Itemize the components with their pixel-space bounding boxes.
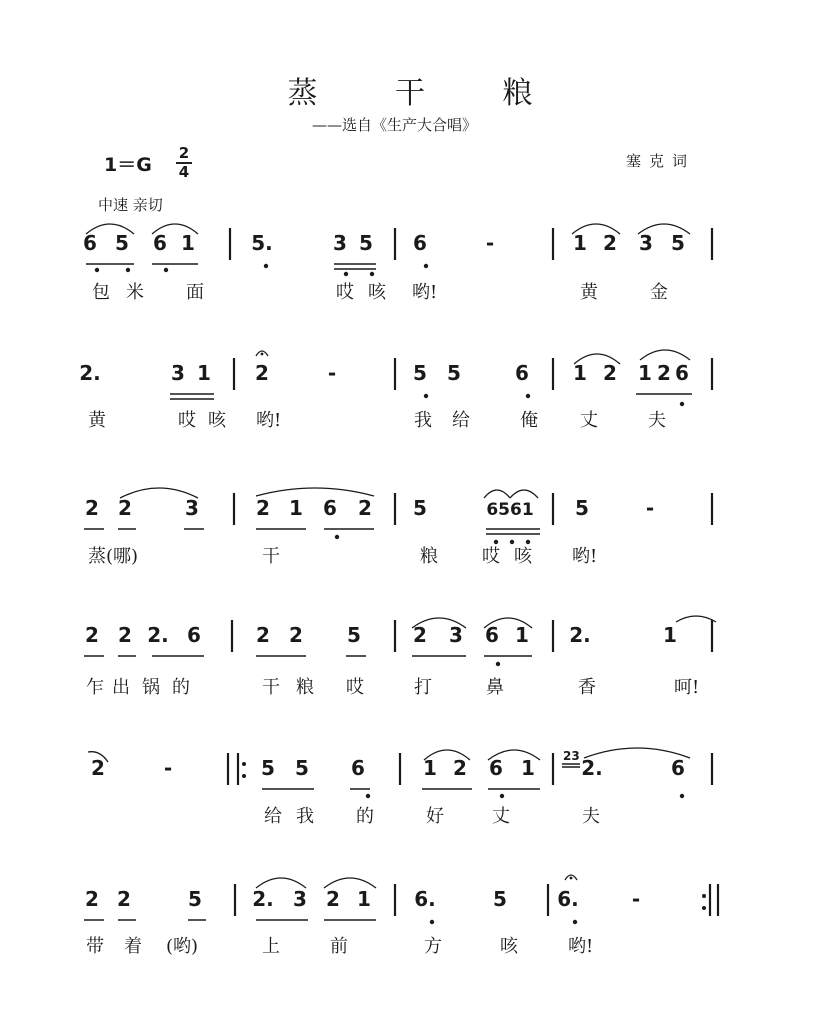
note: 1 xyxy=(638,361,652,385)
note: 5 xyxy=(671,231,685,255)
note: 2 xyxy=(85,496,99,520)
note: 2 xyxy=(118,496,132,520)
note: 2 xyxy=(289,623,303,647)
octave-dot xyxy=(510,540,514,544)
note: 5 xyxy=(575,496,589,520)
note: 1 xyxy=(289,496,303,520)
lyric-syllable: 出 xyxy=(112,677,130,698)
note: 5. xyxy=(251,231,273,255)
note: 2. xyxy=(569,623,591,647)
note: 2 xyxy=(657,361,671,385)
lyric-syllable: 带 xyxy=(86,936,104,957)
lyric-syllable: 夫 xyxy=(582,806,600,827)
lyric-syllable: 丈 xyxy=(580,410,598,431)
repeat-dot xyxy=(242,762,246,766)
note: 2 xyxy=(326,887,340,911)
lyric-syllable: 锅 xyxy=(142,677,160,698)
note: 5 xyxy=(493,887,507,911)
note: 6561 xyxy=(486,500,534,520)
note: 1 xyxy=(515,623,529,647)
lyric-syllable: 哎 xyxy=(178,410,196,431)
slur xyxy=(256,488,374,496)
note: 5 xyxy=(413,361,427,385)
note: 5 xyxy=(115,231,129,255)
note: 6 xyxy=(83,231,97,255)
note: 3 xyxy=(185,496,199,520)
octave-dot xyxy=(424,264,428,268)
note: 6 xyxy=(671,756,685,780)
octave-dot xyxy=(526,394,530,398)
octave-dot xyxy=(526,540,530,544)
repeat-dot xyxy=(702,894,706,898)
note: 1 xyxy=(181,231,195,255)
lyric-syllable: 黄 xyxy=(88,410,106,431)
note: 2 xyxy=(358,496,372,520)
lyric-syllable: 呵! xyxy=(674,677,700,698)
lyric-syllable: 米 xyxy=(126,282,144,303)
octave-dot xyxy=(126,268,130,272)
lyric-syllable: 干 xyxy=(262,677,280,698)
note: 3 xyxy=(333,231,347,255)
octave-dot xyxy=(164,268,168,272)
note: 5 xyxy=(359,231,373,255)
lyric-syllable: 丈 xyxy=(492,806,510,827)
repeat-dot xyxy=(702,906,706,910)
lyric-syllable: 干 xyxy=(262,546,280,567)
note: 1 xyxy=(197,361,211,385)
note: - xyxy=(163,756,173,780)
lyric-syllable: 给 xyxy=(452,410,470,431)
octave-dot xyxy=(344,272,348,276)
lyric-syllable: 咳 xyxy=(514,546,532,567)
slur xyxy=(484,490,510,498)
tempo-marking: 中速 亲切 xyxy=(98,196,163,214)
grace-notes: 23 xyxy=(563,749,580,763)
lyric-syllable: 乍 xyxy=(86,677,104,698)
slur xyxy=(510,490,538,498)
note: 6 xyxy=(485,623,499,647)
octave-dot xyxy=(573,920,577,924)
note: 6 xyxy=(323,496,337,520)
note: 6 xyxy=(515,361,529,385)
note: 1 xyxy=(573,361,587,385)
lyric-syllable: 我 xyxy=(414,410,432,431)
note: 2 xyxy=(453,756,467,780)
lyric-syllable: 蒸(哪) xyxy=(88,546,139,567)
note: 6 xyxy=(351,756,365,780)
note: - xyxy=(645,496,655,520)
note: 5 xyxy=(188,887,202,911)
note: 6 xyxy=(413,231,427,255)
note: 2 xyxy=(256,623,270,647)
lyric-syllable: 香 xyxy=(578,677,596,698)
note: - xyxy=(327,361,337,385)
note: 2 xyxy=(256,496,270,520)
repeat-dot xyxy=(242,774,246,778)
song-subtitle: ——选自《生产大合唱》 xyxy=(312,116,478,134)
lyric-syllable: 方 xyxy=(424,936,442,957)
note: 5 xyxy=(347,623,361,647)
lyric-syllable: 哟! xyxy=(568,936,594,957)
lyric-syllable: 金 xyxy=(650,282,668,303)
fermata-dot xyxy=(261,353,264,356)
note: 3 xyxy=(171,361,185,385)
lyric-syllable: 的 xyxy=(172,677,190,698)
note: 1 xyxy=(423,756,437,780)
lyric-syllable: 哎 xyxy=(346,677,364,698)
lyric-syllable: 的 xyxy=(356,806,374,827)
octave-dot xyxy=(494,540,498,544)
octave-dot xyxy=(424,394,428,398)
note: 6 xyxy=(489,756,503,780)
note: 1 xyxy=(521,756,535,780)
note: 2 xyxy=(117,887,131,911)
time-signature-top: 2 xyxy=(178,144,190,162)
note: 2 xyxy=(91,756,105,780)
lyric-syllable: 粮 xyxy=(296,677,314,698)
octave-dot xyxy=(366,794,370,798)
lyric-syllable: 咳 xyxy=(208,410,226,431)
note: 1 xyxy=(573,231,587,255)
lyric-syllable: 哟! xyxy=(256,410,282,431)
note: 2 xyxy=(85,887,99,911)
lyric-syllable: 夫 xyxy=(648,410,666,431)
note: 3 xyxy=(639,231,653,255)
octave-dot xyxy=(680,794,684,798)
time-signature-bottom: 4 xyxy=(178,163,190,181)
slur xyxy=(640,350,690,360)
note: 2 xyxy=(85,623,99,647)
lyric-syllable: 包 xyxy=(92,282,110,303)
lyric-syllable: 面 xyxy=(186,282,204,303)
note: 2 xyxy=(603,361,617,385)
note: 5 xyxy=(295,756,309,780)
lyric-syllable: 咳 xyxy=(500,936,518,957)
octave-dot xyxy=(370,272,374,276)
note: 2. xyxy=(79,361,101,385)
note: 6 xyxy=(187,623,201,647)
lyric-syllable: 鼻 xyxy=(486,677,504,698)
note: 2 xyxy=(413,623,427,647)
lyric-syllable: 粮 xyxy=(420,546,438,567)
lyric-syllable: 黄 xyxy=(580,282,598,303)
note: - xyxy=(631,887,641,911)
note: 6. xyxy=(557,887,579,911)
octave-dot xyxy=(680,402,684,406)
lyric-syllable: 我 xyxy=(296,806,314,827)
key-signature: 1＝G xyxy=(104,154,152,176)
fermata-dot xyxy=(570,877,573,880)
note: 6 xyxy=(675,361,689,385)
note: 5 xyxy=(261,756,275,780)
lyric-syllable: 哎 xyxy=(336,282,354,303)
note: - xyxy=(485,231,495,255)
note: 2 xyxy=(603,231,617,255)
lyric-syllable: (哟) xyxy=(166,936,199,957)
lyric-syllable: 好 xyxy=(426,806,444,827)
lyric-syllable: 给 xyxy=(264,806,282,827)
octave-dot xyxy=(500,794,504,798)
note: 6. xyxy=(414,887,436,911)
octave-dot xyxy=(430,920,434,924)
note: 1 xyxy=(663,623,677,647)
lyric-syllable: 前 xyxy=(330,936,348,957)
octave-dot xyxy=(335,535,339,539)
lyric-syllable: 哟! xyxy=(572,546,598,567)
note: 2. xyxy=(252,887,274,911)
lyric-syllable: 打 xyxy=(414,677,432,698)
lyric-syllable: 着 xyxy=(124,936,142,957)
octave-dot xyxy=(264,264,268,268)
lyric-syllable: 哟! xyxy=(412,282,438,303)
note: 2 xyxy=(255,361,269,385)
note: 3 xyxy=(449,623,463,647)
note: 2. xyxy=(147,623,169,647)
note: 5 xyxy=(413,496,427,520)
note: 2. xyxy=(581,756,603,780)
note: 2 xyxy=(118,623,132,647)
slur xyxy=(676,616,716,622)
lyricist-credit: 塞克词 xyxy=(626,152,696,170)
lyric-syllable: 哎 xyxy=(482,546,500,567)
note: 6 xyxy=(153,231,167,255)
lyric-syllable: 上 xyxy=(262,936,280,957)
song-title: 蒸 干 粮 xyxy=(287,76,567,111)
octave-dot xyxy=(95,268,99,272)
note: 5 xyxy=(447,361,461,385)
octave-dot xyxy=(496,662,500,666)
note: 1 xyxy=(357,887,371,911)
lyric-syllable: 咳 xyxy=(368,282,386,303)
lyric-syllable: 俺 xyxy=(520,410,538,431)
note: 3 xyxy=(293,887,307,911)
